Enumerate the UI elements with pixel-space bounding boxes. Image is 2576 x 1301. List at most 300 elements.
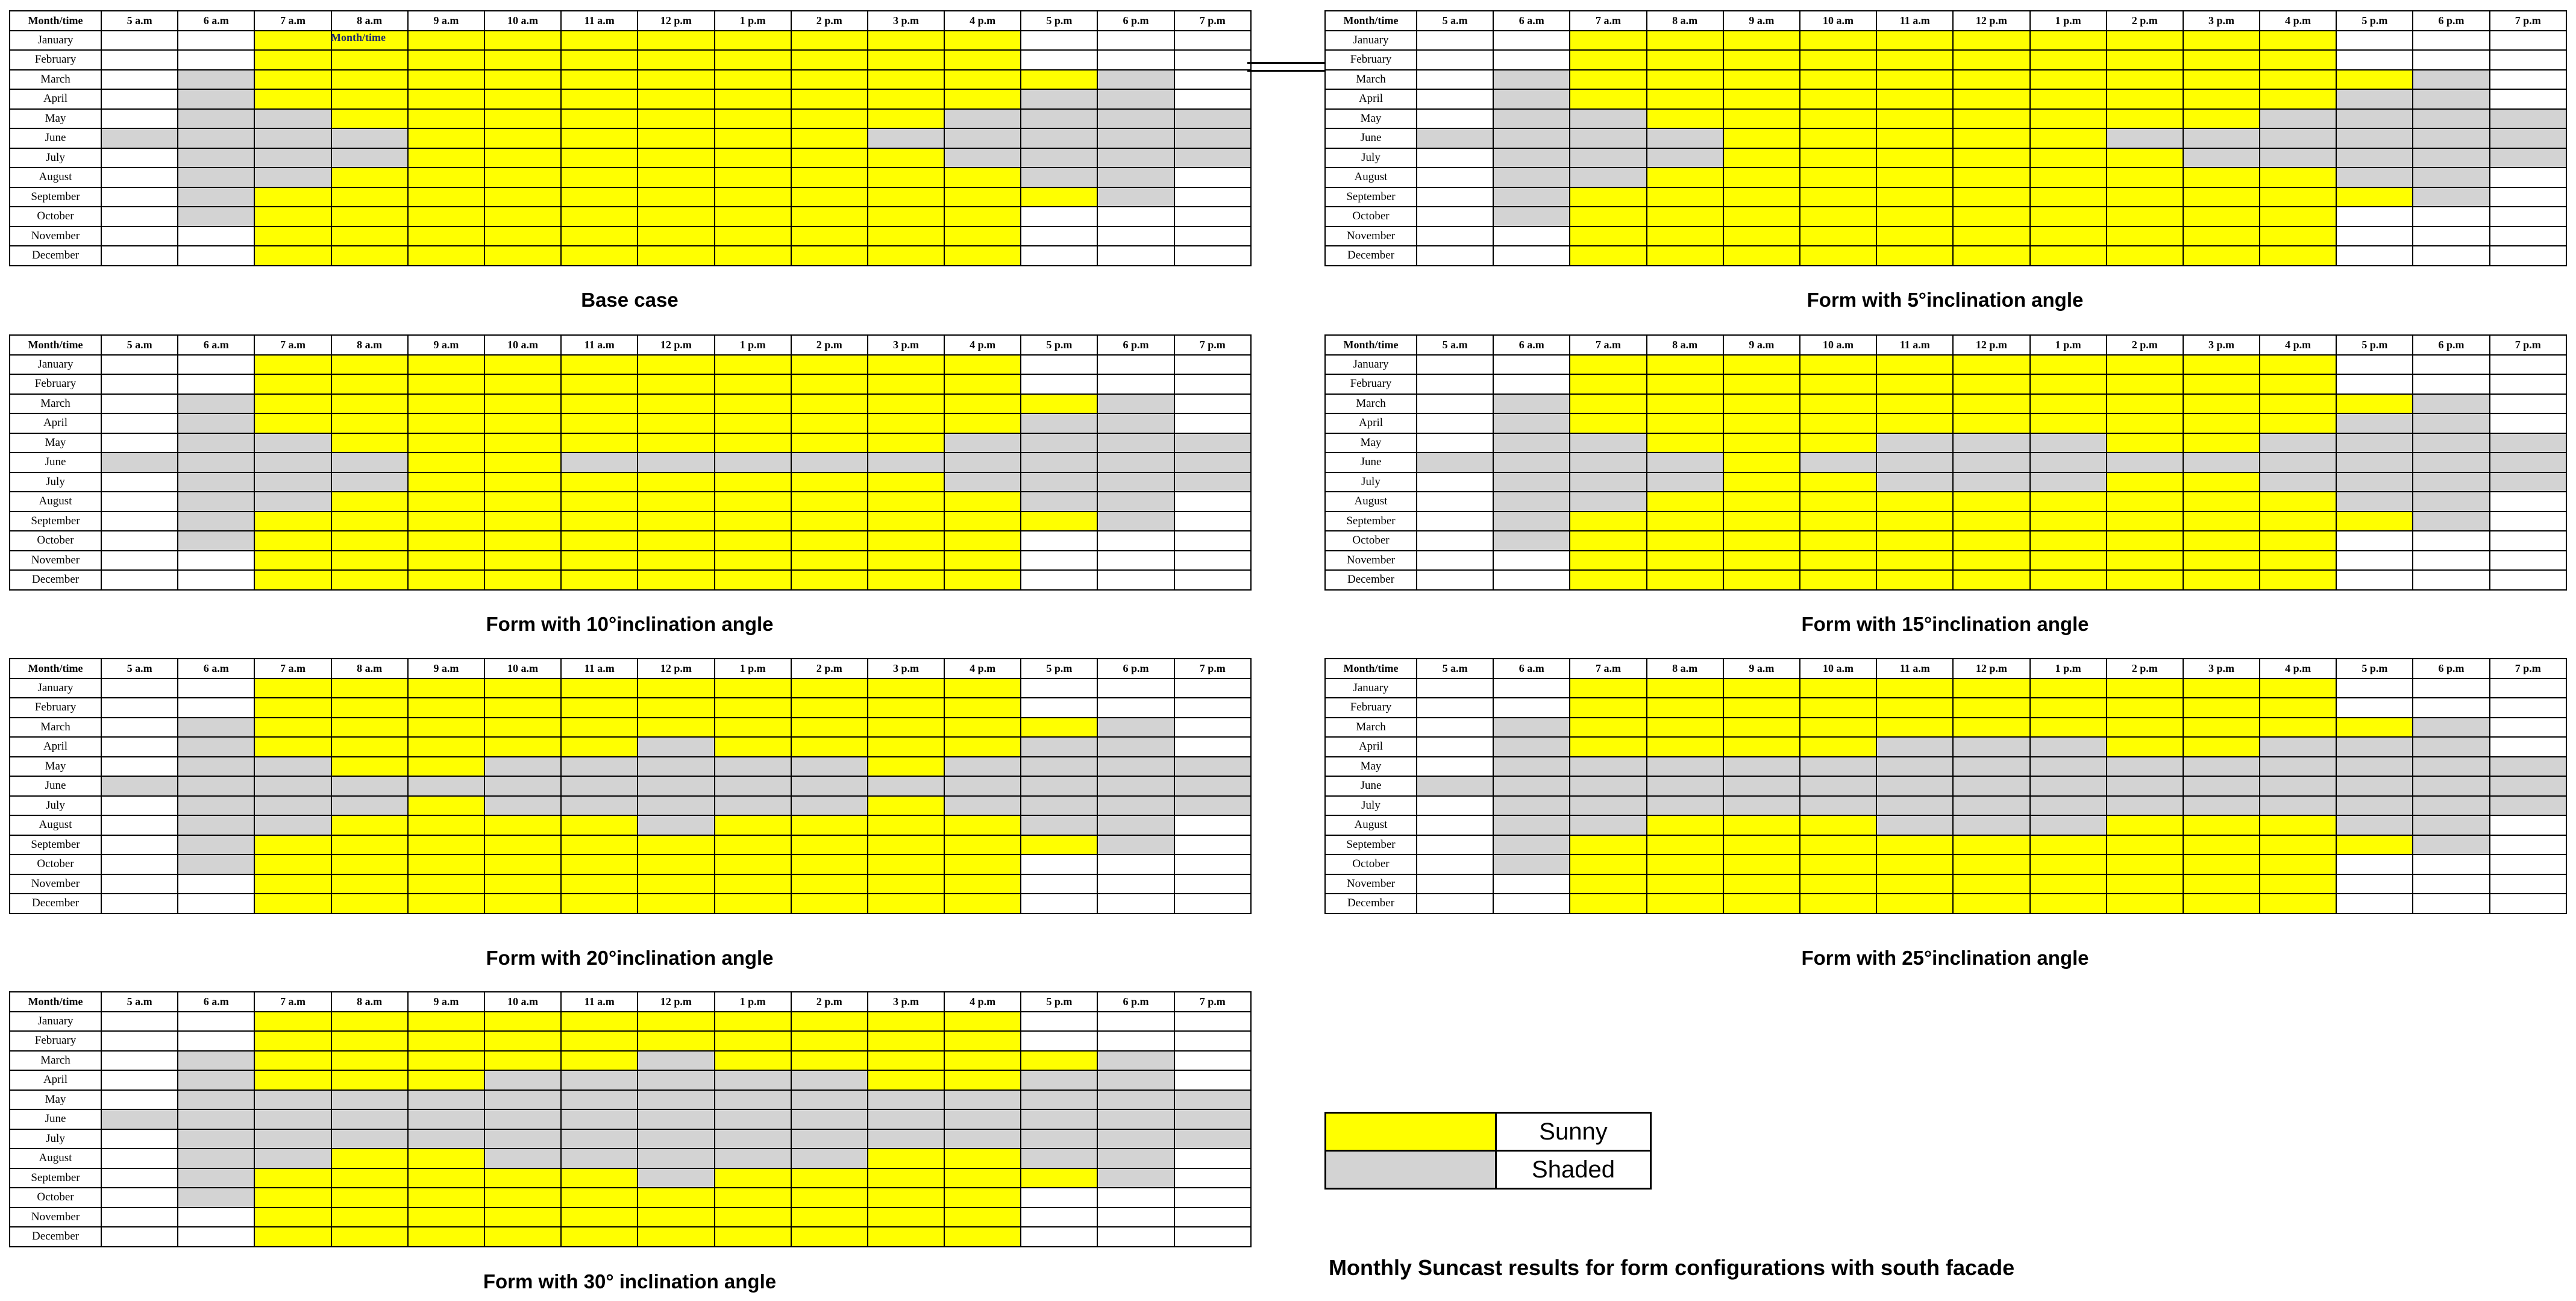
sunny-cell bbox=[791, 1168, 868, 1188]
hour-tick-label: 2 p.m bbox=[2107, 11, 2183, 31]
sunny-cell bbox=[2183, 394, 2260, 414]
sunny-cell bbox=[1647, 718, 1723, 738]
header-month-time: Month/time bbox=[10, 335, 101, 355]
sunny-cell bbox=[254, 1227, 331, 1247]
empty-cell bbox=[1021, 50, 1097, 70]
month-label: February bbox=[1325, 50, 1417, 70]
shaded-cell bbox=[1876, 757, 1953, 777]
shaded-cell bbox=[1097, 1051, 1174, 1071]
shaded-cell bbox=[101, 453, 178, 472]
sunny-cell bbox=[561, 128, 638, 148]
shaded-cell bbox=[638, 1090, 714, 1110]
sunny-cell bbox=[2183, 570, 2260, 590]
sunny-cell bbox=[408, 835, 484, 855]
sunny-cell bbox=[484, 1188, 561, 1208]
sunny-cell bbox=[331, 394, 408, 414]
sunny-cell bbox=[1723, 570, 1800, 590]
shaded-cell bbox=[2490, 148, 2566, 168]
shaded-cell bbox=[791, 1090, 868, 1110]
sunny-cell bbox=[561, 89, 638, 109]
table-row bbox=[1325, 453, 2566, 472]
empty-cell bbox=[1417, 433, 1493, 453]
sunny-cell bbox=[1570, 187, 1646, 207]
panel-caption: Form with 5°inclination angle bbox=[1807, 289, 2084, 311]
empty-cell bbox=[2413, 679, 2489, 698]
sunny-cell bbox=[484, 207, 561, 227]
sunny-cell bbox=[408, 1012, 484, 1032]
empty-cell bbox=[101, 246, 178, 266]
sunny-cell bbox=[2030, 227, 2107, 246]
hour-tick-label: 11 a.m bbox=[561, 659, 638, 679]
sunny-cell bbox=[1800, 128, 1876, 148]
sunny-cell bbox=[1723, 433, 1800, 453]
hour-tick-label: 12 p.m bbox=[638, 992, 714, 1012]
month-label: July bbox=[10, 1129, 101, 1149]
table-row bbox=[10, 89, 1251, 109]
shaded-cell bbox=[638, 737, 714, 757]
sunny-cell bbox=[2030, 31, 2107, 51]
sunny-cell bbox=[944, 874, 1021, 894]
shaded-cell bbox=[484, 1109, 561, 1129]
month-label: December bbox=[10, 246, 101, 266]
month-label: February bbox=[1325, 374, 1417, 394]
sunny-cell bbox=[638, 374, 714, 394]
shaded-cell bbox=[868, 128, 944, 148]
empty-cell bbox=[2336, 874, 2413, 894]
shaded-cell bbox=[1174, 1090, 1251, 1110]
hour-tick-label: 4 p.m bbox=[2260, 335, 2336, 355]
sunny-cell bbox=[944, 854, 1021, 874]
sunny-cell bbox=[944, 551, 1021, 571]
sunny-cell bbox=[715, 1208, 791, 1227]
empty-cell bbox=[1097, 227, 1174, 246]
shaded-cell bbox=[561, 1109, 638, 1129]
shaded-cell bbox=[178, 531, 254, 551]
shaded-cell bbox=[944, 776, 1021, 796]
empty-cell bbox=[1417, 109, 1493, 129]
sunny-cell bbox=[868, 492, 944, 512]
sunny-cell bbox=[2107, 50, 2183, 70]
empty-cell bbox=[1174, 737, 1251, 757]
sunny-cell bbox=[638, 874, 714, 894]
sunny-cell bbox=[408, 148, 484, 168]
sunny-cell bbox=[561, 472, 638, 492]
empty-cell bbox=[178, 1208, 254, 1227]
sunny-cell bbox=[561, 570, 638, 590]
empty-cell bbox=[1174, 698, 1251, 718]
shaded-cell bbox=[484, 1090, 561, 1110]
sunny-cell bbox=[791, 1051, 868, 1071]
empty-cell bbox=[101, 148, 178, 168]
sunny-cell bbox=[561, 207, 638, 227]
empty-cell bbox=[101, 433, 178, 453]
table-row bbox=[10, 698, 1251, 718]
shaded-cell bbox=[2413, 109, 2489, 129]
shaded-cell bbox=[1021, 168, 1097, 187]
sunny-cell bbox=[331, 1031, 408, 1051]
shaded-cell bbox=[2260, 128, 2336, 148]
shaded-cell bbox=[1493, 70, 1570, 90]
empty-cell bbox=[2336, 551, 2413, 571]
sunny-cell bbox=[944, 70, 1021, 90]
shaded-cell bbox=[2107, 796, 2183, 816]
sunny-cell bbox=[331, 1168, 408, 1188]
shaded-cell bbox=[868, 776, 944, 796]
empty-cell bbox=[2413, 874, 2489, 894]
hour-tick-label: 6 p.m bbox=[1097, 659, 1174, 679]
sunny-cell bbox=[2183, 718, 2260, 738]
month-label: May bbox=[10, 109, 101, 129]
empty-cell bbox=[2490, 31, 2566, 51]
sunny-cell bbox=[2107, 472, 2183, 492]
hour-tick-label: 1 p.m bbox=[715, 335, 791, 355]
sunny-cell bbox=[868, 570, 944, 590]
month-label: March bbox=[1325, 394, 1417, 414]
sunny-cell bbox=[944, 1012, 1021, 1032]
sunny-cell bbox=[1876, 168, 1953, 187]
sunny-cell bbox=[2030, 718, 2107, 738]
empty-cell bbox=[101, 1129, 178, 1149]
suncast-grid bbox=[9, 10, 1252, 266]
sunny-cell bbox=[1800, 31, 1876, 51]
shaded-cell bbox=[638, 1129, 714, 1149]
empty-cell bbox=[101, 1208, 178, 1227]
shaded-cell bbox=[1097, 148, 1174, 168]
sunny-cell bbox=[1570, 531, 1646, 551]
shaded-cell bbox=[178, 1188, 254, 1208]
hour-tick-label: 6 a.m bbox=[178, 659, 254, 679]
hour-tick-label: 4 p.m bbox=[2260, 659, 2336, 679]
sunny-cell bbox=[715, 492, 791, 512]
sunny-cell bbox=[408, 1168, 484, 1188]
sunny-cell bbox=[254, 1051, 331, 1071]
table-row bbox=[1325, 531, 2566, 551]
sunny-cell bbox=[561, 413, 638, 433]
empty-cell bbox=[2336, 698, 2413, 718]
sunny-cell bbox=[638, 531, 714, 551]
empty-cell bbox=[1417, 207, 1493, 227]
sunny-cell bbox=[2107, 492, 2183, 512]
sunny-cell bbox=[2107, 894, 2183, 914]
hour-tick-label: 12 p.m bbox=[638, 11, 714, 31]
sunny-cell bbox=[791, 1188, 868, 1208]
sunny-cell bbox=[1800, 815, 1876, 835]
empty-cell bbox=[1097, 874, 1174, 894]
empty-cell bbox=[1493, 246, 1570, 266]
shaded-cell bbox=[254, 168, 331, 187]
empty-cell bbox=[1493, 874, 1570, 894]
hour-tick-label: 1 p.m bbox=[2030, 11, 2107, 31]
shaded-cell bbox=[484, 776, 561, 796]
sunny-cell bbox=[1723, 168, 1800, 187]
sunny-cell bbox=[944, 50, 1021, 70]
empty-cell bbox=[1097, 854, 1174, 874]
shaded-cell bbox=[2490, 472, 2566, 492]
empty-cell bbox=[1174, 1208, 1251, 1227]
empty-cell bbox=[1174, 207, 1251, 227]
shaded-cell bbox=[1723, 776, 1800, 796]
shaded-cell bbox=[2413, 89, 2489, 109]
sunny-cell bbox=[638, 570, 714, 590]
sunny-cell bbox=[944, 718, 1021, 738]
sunny-cell bbox=[254, 512, 331, 531]
empty-cell bbox=[101, 168, 178, 187]
shaded-cell bbox=[638, 1051, 714, 1071]
hour-tick-label: 5 p.m bbox=[1021, 11, 1097, 31]
suncast-table-1 bbox=[1324, 10, 2567, 266]
sunny-cell bbox=[254, 70, 331, 90]
empty-cell bbox=[1097, 894, 1174, 914]
hour-tick-label: 11 a.m bbox=[1876, 335, 1953, 355]
empty-cell bbox=[101, 718, 178, 738]
table-row bbox=[1325, 737, 2566, 757]
sunny-cell bbox=[1953, 148, 2029, 168]
empty-cell bbox=[101, 1012, 178, 1032]
hour-tick-label: 9 a.m bbox=[1723, 659, 1800, 679]
sunny-cell bbox=[484, 168, 561, 187]
sunny-cell bbox=[791, 168, 868, 187]
empty-cell bbox=[1021, 1012, 1097, 1032]
month-label: March bbox=[10, 70, 101, 90]
sunny-cell bbox=[638, 835, 714, 855]
sunny-cell bbox=[868, 679, 944, 698]
empty-cell bbox=[178, 374, 254, 394]
hour-tick-label: 5 p.m bbox=[2336, 659, 2413, 679]
empty-cell bbox=[101, 1031, 178, 1051]
empty-cell bbox=[1174, 1188, 1251, 1208]
sunny-cell bbox=[2183, 679, 2260, 698]
sunny-cell bbox=[638, 1227, 714, 1247]
sunny-cell bbox=[715, 737, 791, 757]
month-label: September bbox=[1325, 512, 1417, 531]
empty-cell bbox=[1021, 874, 1097, 894]
shaded-cell bbox=[561, 1070, 638, 1090]
shaded-cell bbox=[1097, 109, 1174, 129]
shaded-cell bbox=[1097, 796, 1174, 816]
shaded-cell bbox=[638, 796, 714, 816]
shaded-cell bbox=[178, 512, 254, 531]
empty-cell bbox=[1417, 246, 1493, 266]
table-row bbox=[10, 168, 1251, 187]
empty-cell bbox=[1493, 551, 1570, 571]
header-row bbox=[1325, 659, 2566, 679]
sunny-cell bbox=[638, 1188, 714, 1208]
sunny-cell bbox=[2183, 109, 2260, 129]
sunny-cell bbox=[715, 50, 791, 70]
sunny-cell bbox=[868, 1227, 944, 1247]
shaded-cell bbox=[1800, 796, 1876, 816]
empty-cell bbox=[2490, 355, 2566, 375]
sunny-cell bbox=[2107, 89, 2183, 109]
shaded-cell bbox=[178, 168, 254, 187]
sunny-cell bbox=[331, 551, 408, 571]
hour-tick-label: 10 a.m bbox=[484, 659, 561, 679]
sunny-cell bbox=[331, 512, 408, 531]
sunny-cell bbox=[408, 128, 484, 148]
shaded-cell bbox=[1647, 148, 1723, 168]
sunny-cell bbox=[868, 89, 944, 109]
sunny-cell bbox=[1876, 679, 1953, 698]
empty-cell bbox=[101, 31, 178, 51]
legend-label-shaded: Shaded bbox=[1496, 1151, 1651, 1189]
sunny-cell bbox=[715, 835, 791, 855]
empty-cell bbox=[2413, 246, 2489, 266]
shaded-cell bbox=[1570, 433, 1646, 453]
shaded-cell bbox=[1417, 128, 1493, 148]
shaded-cell bbox=[944, 148, 1021, 168]
empty-cell bbox=[1174, 413, 1251, 433]
hour-tick-label: 9 a.m bbox=[408, 992, 484, 1012]
sunny-cell bbox=[868, 551, 944, 571]
sunny-cell bbox=[408, 472, 484, 492]
sunny-cell bbox=[1800, 512, 1876, 531]
shaded-cell bbox=[2107, 453, 2183, 472]
sunny-cell bbox=[944, 1168, 1021, 1188]
shaded-cell bbox=[408, 1129, 484, 1149]
table-row bbox=[1325, 70, 2566, 90]
table-row bbox=[1325, 50, 2566, 70]
shaded-cell bbox=[1876, 776, 1953, 796]
sunny-cell bbox=[638, 148, 714, 168]
hour-tick-label: 7 a.m bbox=[254, 335, 331, 355]
month-label: April bbox=[10, 413, 101, 433]
empty-cell bbox=[101, 757, 178, 777]
empty-cell bbox=[1097, 570, 1174, 590]
sunny-cell bbox=[1723, 698, 1800, 718]
sunny-cell bbox=[1647, 31, 1723, 51]
sunny-cell bbox=[638, 894, 714, 914]
sunny-cell bbox=[484, 31, 561, 51]
table-row bbox=[10, 355, 1251, 375]
table-row bbox=[10, 570, 1251, 590]
sunny-cell bbox=[1876, 148, 1953, 168]
empty-cell bbox=[1097, 531, 1174, 551]
month-label: August bbox=[10, 168, 101, 187]
empty-cell bbox=[101, 1149, 178, 1168]
shaded-cell bbox=[561, 776, 638, 796]
empty-cell bbox=[1097, 1031, 1174, 1051]
hour-tick-label: 9 a.m bbox=[1723, 335, 1800, 355]
sunny-cell bbox=[1953, 109, 2029, 129]
empty-cell bbox=[2336, 531, 2413, 551]
shaded-cell bbox=[715, 776, 791, 796]
sunny-cell bbox=[638, 551, 714, 571]
empty-cell bbox=[1021, 531, 1097, 551]
sunny-cell bbox=[715, 512, 791, 531]
shaded-cell bbox=[2336, 413, 2413, 433]
shaded-cell bbox=[178, 413, 254, 433]
sunny-cell bbox=[638, 718, 714, 738]
empty-cell bbox=[2490, 512, 2566, 531]
sunny-cell bbox=[868, 698, 944, 718]
shaded-cell bbox=[1493, 148, 1570, 168]
shaded-cell bbox=[178, 472, 254, 492]
empty-cell bbox=[101, 815, 178, 835]
sunny-cell bbox=[1800, 50, 1876, 70]
empty-cell bbox=[101, 1090, 178, 1110]
shaded-cell bbox=[715, 796, 791, 816]
sunny-cell bbox=[1723, 207, 1800, 227]
month-label: February bbox=[10, 374, 101, 394]
sunny-cell bbox=[331, 168, 408, 187]
shaded-cell bbox=[715, 1109, 791, 1129]
sunny-cell bbox=[484, 815, 561, 835]
shaded-cell bbox=[1097, 776, 1174, 796]
table-row bbox=[10, 854, 1251, 874]
hour-tick-label: 6 a.m bbox=[1493, 659, 1570, 679]
sunny-cell bbox=[1800, 854, 1876, 874]
hour-tick-label: 7 a.m bbox=[254, 659, 331, 679]
sunny-cell bbox=[791, 531, 868, 551]
table-row bbox=[1325, 355, 2566, 375]
shaded-cell bbox=[1800, 757, 1876, 777]
empty-cell bbox=[2490, 70, 2566, 90]
hour-tick-label: 8 a.m bbox=[1647, 335, 1723, 355]
shaded-cell bbox=[1953, 472, 2029, 492]
month-label: June bbox=[10, 128, 101, 148]
sunny-cell bbox=[254, 1070, 331, 1090]
sunny-cell bbox=[944, 531, 1021, 551]
month-label: May bbox=[10, 1090, 101, 1110]
sunny-cell bbox=[1876, 874, 1953, 894]
table-row bbox=[10, 1188, 1251, 1208]
panel-caption: Form with 10°inclination angle bbox=[486, 613, 774, 635]
sunny-cell bbox=[254, 737, 331, 757]
sunny-cell bbox=[1570, 413, 1646, 433]
month-label: July bbox=[10, 472, 101, 492]
sunny-cell bbox=[331, 246, 408, 266]
shaded-cell bbox=[2490, 776, 2566, 796]
shaded-cell bbox=[1493, 815, 1570, 835]
shaded-cell bbox=[1097, 835, 1174, 855]
empty-cell bbox=[1174, 551, 1251, 571]
sunny-cell bbox=[638, 433, 714, 453]
sunny-cell bbox=[254, 1012, 331, 1032]
sunny-cell bbox=[331, 1149, 408, 1168]
empty-cell bbox=[1021, 1188, 1097, 1208]
sunny-cell bbox=[2183, 413, 2260, 433]
sunny-cell bbox=[331, 187, 408, 207]
sunny-cell bbox=[1800, 89, 1876, 109]
empty-cell bbox=[1417, 737, 1493, 757]
hour-tick-label: 3 p.m bbox=[868, 659, 944, 679]
sunny-cell bbox=[1876, 227, 1953, 246]
empty-cell bbox=[2490, 207, 2566, 227]
hour-tick-label: 12 p.m bbox=[638, 335, 714, 355]
sunny-cell bbox=[944, 835, 1021, 855]
sunny-cell bbox=[1800, 246, 1876, 266]
shaded-cell bbox=[1493, 757, 1570, 777]
hour-tick-label: 5 p.m bbox=[1021, 992, 1097, 1012]
sunny-cell bbox=[1723, 835, 1800, 855]
shaded-cell bbox=[2030, 757, 2107, 777]
empty-cell bbox=[178, 1227, 254, 1247]
empty-cell bbox=[1493, 31, 1570, 51]
sunny-cell bbox=[715, 355, 791, 375]
sunny-cell bbox=[1647, 698, 1723, 718]
empty-cell bbox=[1417, 168, 1493, 187]
shaded-cell bbox=[2260, 776, 2336, 796]
sunny-cell bbox=[1876, 207, 1953, 227]
table-row bbox=[10, 894, 1251, 914]
empty-cell bbox=[2336, 374, 2413, 394]
month-label: June bbox=[10, 453, 101, 472]
empty-cell bbox=[2413, 854, 2489, 874]
empty-cell bbox=[1174, 168, 1251, 187]
empty-cell bbox=[1097, 31, 1174, 51]
sunny-cell bbox=[1953, 168, 2029, 187]
empty-cell bbox=[1417, 815, 1493, 835]
